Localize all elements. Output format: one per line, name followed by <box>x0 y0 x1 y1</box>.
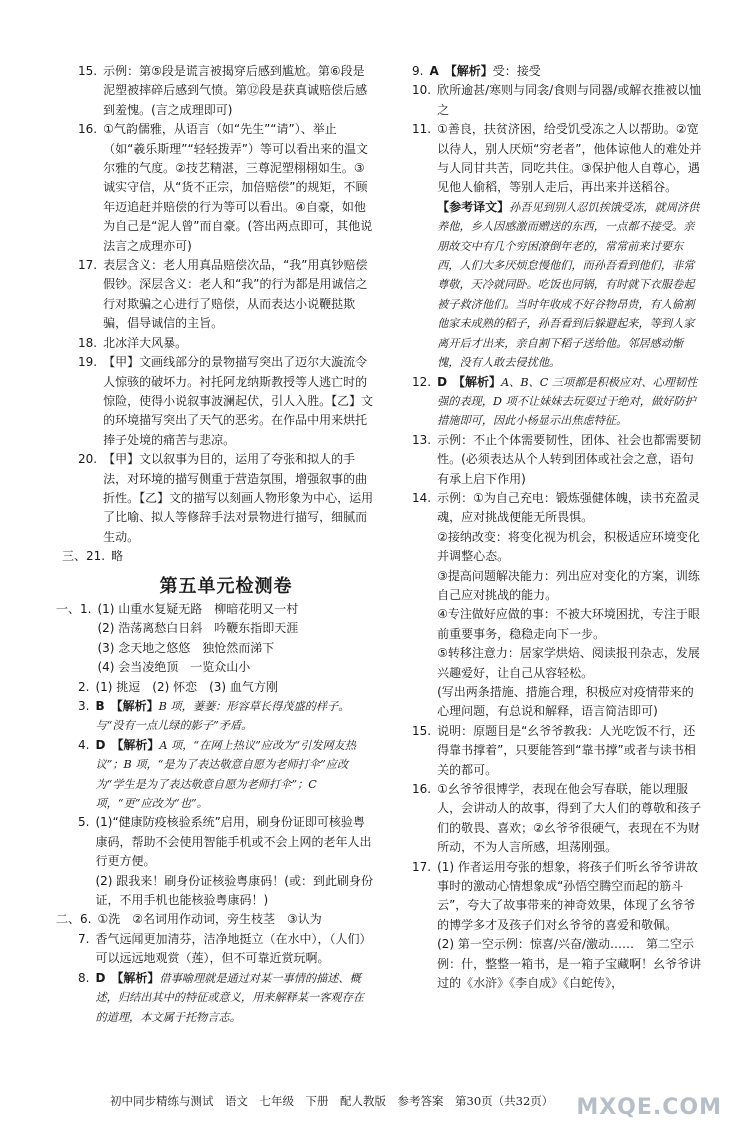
item-text: 表层含义：老人用真品赔偿次品，“我”用真钞赔偿假钞。深层含义：老人和“我”的行为都是用诚信之行对欺骗之心进行了赔偿，从而表达小说鞭挞欺骗，倡导诚信的主旨。 <box>103 258 368 331</box>
item-text-part: (2) 第一空示例：惊喜/兴奋/激动…… 第二空示例：什，整整一箱书，是一箱子宝藏啊！幺爷爷讲过的《水浒》《李自成》《白蛇传》， <box>437 937 702 991</box>
item-number: 20. <box>78 452 98 467</box>
item-number: 15. <box>78 64 98 78</box>
item-text: 略 <box>111 549 124 564</box>
item-number: 二、6. <box>56 912 92 927</box>
item-text <box>95 969 374 1027</box>
item-text <box>437 120 702 372</box>
answer-item <box>78 813 374 910</box>
item-text <box>429 62 702 81</box>
item-number: 一、1. <box>56 601 92 616</box>
answer-item <box>78 930 374 969</box>
answer-item <box>62 547 374 566</box>
item-number: 17. <box>78 258 98 273</box>
item-number: 18. <box>78 335 98 350</box>
item-text <box>437 373 702 431</box>
translation-tag: 【参考译文】 <box>437 199 510 214</box>
item-text: (1) 挑逗 (2) 怀恋 (3) 血气方刚 <box>95 679 278 694</box>
item-text-part: (1)“健康防疫核验系统”启用，刷身份证即可核验粤康码，帮助不会使用智能手机或不会上网的老年人出行更方便。 <box>95 815 372 869</box>
answer-item <box>412 373 702 431</box>
analysis-text: A、B、C 三项都是积极应对、心理韧性强的表现，D 项不让妹妹去玩耍过于绝对，做好防护措施即可，因此小杨显示出焦虑特征。 <box>437 375 698 428</box>
item-text: 【甲】文以叙事为目的，运用了夸张和拟人的手法，对环境的描写侧重于营造氛围，增强叙事的曲折性。【乙】文的描写以刻画人物形象为中心，运用了比喻、拟人等修辞手法对景物进行描写，细腻而生动。 <box>103 452 374 544</box>
answer-item <box>412 431 702 489</box>
item-text-part: ②接纳改变：将变化视为机会，积极适应环境变化并调整心态。 <box>437 529 700 564</box>
item-text: ①幺爷爷很博学，表现在他会写春联，能以理服人，会讲动人的故事，得到了大人们的尊敬和孩子们的敬畏、喜欢；②幺爷爷很硬气，表现在不为财所动，不为人言所感，坦荡刚强。 <box>437 782 702 855</box>
watermark-text: MXQE.COM <box>576 1095 722 1120</box>
answer-item <box>412 722 702 780</box>
item-text-part: ④专注做好应做的事：不被大环境困扰，专注于眼前重要事务，稳稳走向下一步。 <box>437 607 700 641</box>
answer-item <box>412 81 702 120</box>
item-number: 11. <box>412 122 432 137</box>
answer-item <box>412 120 702 372</box>
item-text: 【甲】文画线部分的景物描写突出了迈尔大漩流令人惊骇的破坏力。衬托阿龙纳斯教授等人逃亡时的惊险，使得小说叙事波澜起伏，引人入胜。【乙】文的环境描写突出了天气的恶劣。在作品中用来烘托捧子处境的痛苦与悲凉。 <box>103 355 374 447</box>
answer-item <box>412 780 702 858</box>
answer-item <box>78 450 374 547</box>
item-text <box>437 489 702 722</box>
item-text: 示例：不止个体需要韧性，团体、社会也都需要韧性。(必须表达从个人转到团体或社会之意，语句有承上启下作用) <box>437 432 702 486</box>
item-text <box>95 697 374 736</box>
analysis-text: A 项，“在网上热议”应改为“引发网友热议”；B 项，“是为了表达敬意自愿为老师打伞”应改为“学生是为了表达敬意自愿为老师打伞”；C 项，“更”应改为“也”。 <box>95 738 357 811</box>
right-column <box>412 62 702 994</box>
item-text: 说明：原题目是“幺爷爷教我：人光吃饭不行，还得靠书撑着”，只要能答到“靠书撑”或者与读书相关的都可。 <box>437 723 696 777</box>
translation <box>437 198 702 373</box>
item-text <box>95 736 374 814</box>
answer-item <box>78 969 374 1027</box>
answer-item <box>78 736 374 814</box>
answer-item <box>56 600 374 678</box>
item-text: ①气韵儒雅，从语言（如“先生”“请”）、举止（如“羲乐斯理”“轻轻拨弄”）等可以看出来的温文尔雅的气度。②技艺精湛，三尊泥塑栩栩如生。③诚实守信，从“货不正宗，加倍赔偿”的规矩，不顾年迈追赶并赔偿的行为等可以看出。④自豪，如他为自己是“泥人曾”而自豪。(答出两点即可，其他说法言之成理亦可) <box>103 122 373 253</box>
item-text <box>95 813 374 910</box>
analysis-tag: D 【解析】 <box>95 970 160 985</box>
item-number: 2. <box>78 679 90 694</box>
item-number: 14. <box>412 490 432 505</box>
item-text-part: ③提高问题解决能力：列出应对变化的方案，训练自己应对挑战的能力。 <box>437 568 700 602</box>
item-text-part: (写出两条措施、措施合理，积极应对疫情带来的心理问题，有总说和解释，语言简洁即可) <box>437 685 694 719</box>
item-number: 9. <box>412 64 424 78</box>
analysis-text: 受：接受 <box>492 64 541 78</box>
section-title: 第五单元检测卷 <box>159 575 293 597</box>
item-number: 5. <box>78 815 90 830</box>
analysis-text: B 项，萋萋：形容草长得茂盛的样子。与“没有一点儿绿的影子”矛盾。 <box>95 700 350 733</box>
item-text: 北冰洋大风暴。 <box>103 335 188 350</box>
item-text-part: 示例：①为自己充电：锻炼强健体魄，读书充盈灵魂，应对挑战便能无所畏惧。 <box>437 490 700 525</box>
analysis-tag: A 【解析】 <box>429 64 493 78</box>
answer-item <box>412 62 702 81</box>
answer-item <box>78 256 374 334</box>
analysis-text: 借事喻理就是通过对某一事情的描述、概述，归结出其中的特征或意义，用来解释某一客观存在的道理，本文属于托物言志。 <box>95 971 364 1024</box>
poem-line: (4) 会当凌绝顶 一览众山小 <box>97 660 251 675</box>
answer-item <box>56 910 374 929</box>
item-number: 13. <box>412 432 432 447</box>
answer-item <box>78 353 374 450</box>
item-number: 三、21. <box>62 549 106 564</box>
answer-item <box>412 858 702 994</box>
analysis-tag: D 【解析】 <box>437 374 502 389</box>
translation-text: 孙吾见到别人忍饥挨饿受冻，就周济供养他，乡人因感激而赠送的东西，一点都不接受。亲朋故交中有几个穷困潦倒年老的，常常前来讨要东西，人们大多厌烦怠慢他们，而孙吾看到他们，非常尊敬，天冷就同卧。吃饭也同锅，有时就下衣服卷起被子救济他们。当时年收成不好谷物昂贵，有人偷割他家未成熟的稻子，孙吾看到后躲避起来，等到人家离开后才出来，亲自割下稻子送给他。邻居感动惭愧，没有人敢去侵扰他。 <box>437 200 700 370</box>
analysis-tag: D 【解析】 <box>95 737 160 752</box>
item-number: 7. <box>78 931 90 946</box>
item-number: 8. <box>78 970 90 985</box>
item-text: 香气远闻更加清芬，洁净地挺立（在水中），（人们）可以远远地观赏（莲），但不可靠近赏玩啊。 <box>95 931 372 966</box>
poem-line: (3) 念天地之悠悠 独怆然而涕下 <box>97 640 275 655</box>
item-number: 19. <box>78 355 98 370</box>
item-number: 12. <box>412 374 432 389</box>
answer-item <box>78 697 374 736</box>
item-text: ①洗 ②名词用作动词，旁生枝茎 ③认为 <box>97 912 322 927</box>
poem-line: (2) 浩荡离愁白日斜 吟鞭东指即天涯 <box>97 621 299 636</box>
item-number: 10. <box>412 83 432 98</box>
answer-item <box>78 334 374 353</box>
item-text-part: (1) 作者运用夸张的想象，将孩子们听幺爷爷讲故事时的激动心情想象成“孙悟空腾空而起的筋斗云”，夸大了故事带来的神奇效果，体现了幺爷爷的博学多才及孩子们对幺爷爷的喜爱和敬佩。 <box>437 859 698 932</box>
answer-item <box>78 678 374 697</box>
item-number: 3. <box>78 699 90 713</box>
item-text-part: (2) 跟我来！刷身份证核验粤康码！(或：到此刷身份证，不用手机也能核验粤康码！) <box>95 873 373 908</box>
item-number: 4. <box>78 737 90 752</box>
poem-lines <box>97 600 374 678</box>
item-text-part: ⑤转移注意力：居家学烘焙、阅读报刊杂志，发展兴趣爱好，让自己从容轻松。 <box>437 646 700 680</box>
analysis-tag: B 【解析】 <box>95 699 159 713</box>
item-number: 16. <box>412 782 432 797</box>
answer-item <box>412 489 702 722</box>
item-number: 17. <box>412 859 432 874</box>
answer-item <box>78 62 374 120</box>
item-text <box>437 858 702 994</box>
item-number: 16. <box>78 122 98 137</box>
poem-line: (1) 山重水复疑无路 柳暗花明又一村 <box>97 601 299 616</box>
item-text: 欣所逾甚/寒则与同衾/食则与同器/或解衣推被以恤之 <box>437 83 702 117</box>
item-text-part: ①善良，扶贫济困，给受饥受冻之人以帮助。②宽以待人，别人厌烦“穷老者”，他体谅他人的难处并与人同甘共苦，同吃共住。③保护他人自尊心，遇见他人偷稻，等别人走后，再出来并送稻谷。 <box>437 122 702 195</box>
answer-item <box>78 120 374 256</box>
item-text: 示例：第⑤段是谎言被揭穿后感到尴尬。第⑥段是泥塑被摔碎后感到气愤。第⑫段是获真诚赔偿后感到羞愧。(言之成理即可) <box>103 64 368 117</box>
item-number: 15. <box>412 723 432 738</box>
page-footer: 初中同步精练与测试 语文 七年级 下册 配人教版 参考答案 第30页（共32页） <box>110 1094 554 1108</box>
left-column <box>56 62 374 1027</box>
